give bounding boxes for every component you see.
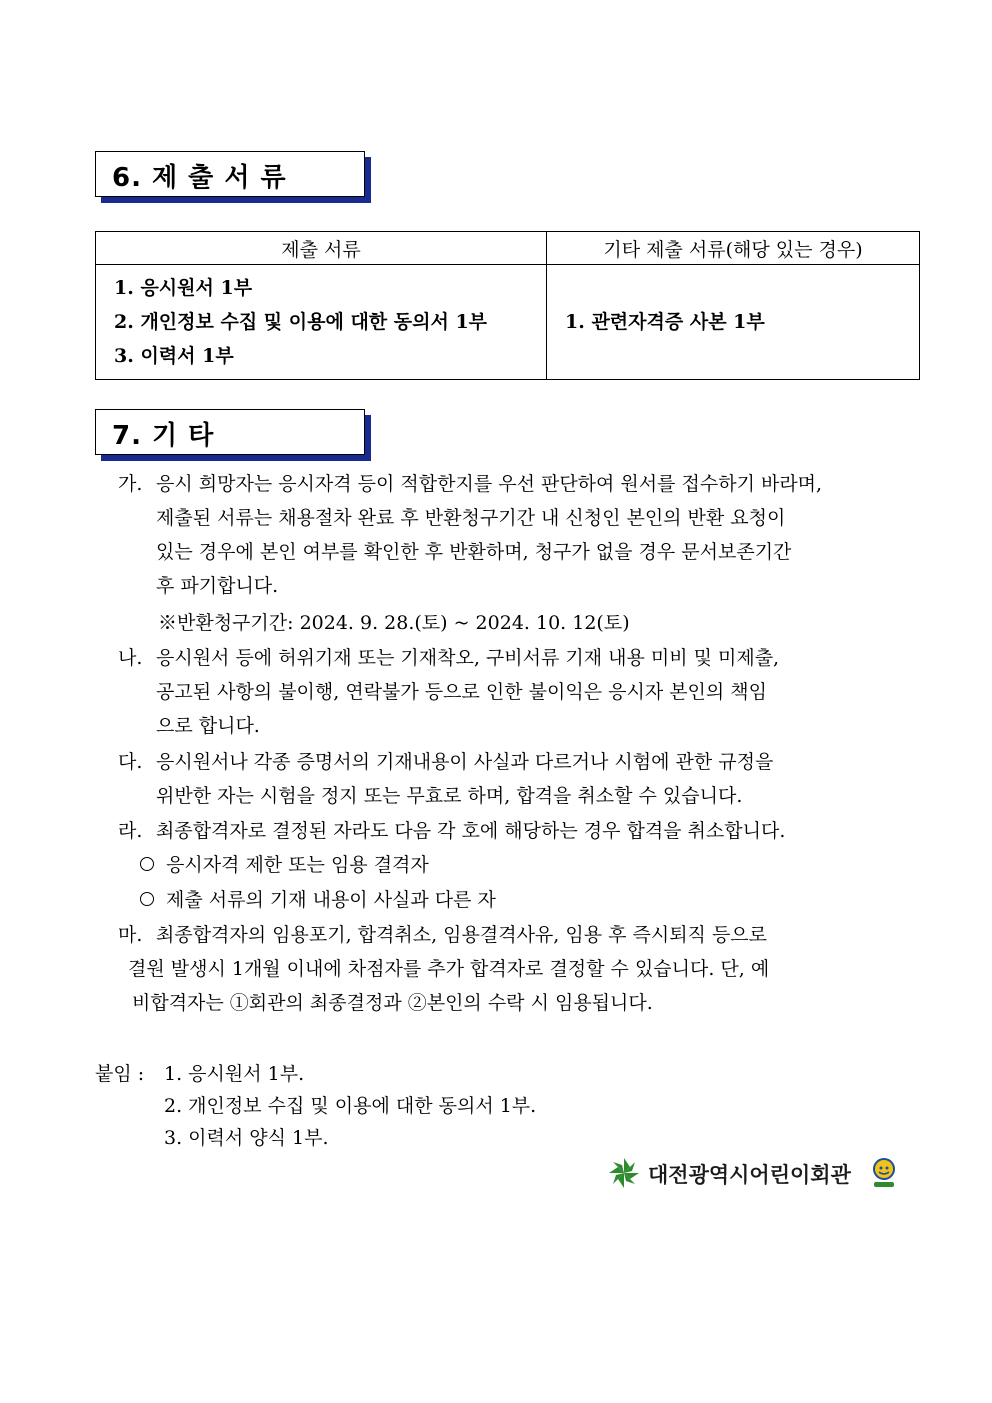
required-docs-cell bbox=[96, 265, 547, 380]
clause-line: 응시원서나 각종 증명서의 기재내용이 사실과 다르거나 시험에 관한 규정을 bbox=[156, 751, 774, 773]
clause-body bbox=[156, 467, 923, 603]
clause-label: 나. bbox=[118, 647, 143, 669]
clause-ga bbox=[118, 467, 923, 603]
bullet-text: 제출 서류의 기재 내용이 사실과 다른 자 bbox=[166, 889, 496, 911]
required-doc-item: 1. 응시원서 1부 bbox=[114, 277, 253, 299]
clause-label: 마. bbox=[118, 924, 143, 946]
clause-ra bbox=[118, 814, 923, 848]
required-doc-item: 3. 이력서 1부 bbox=[114, 345, 234, 367]
circle-bullet-icon bbox=[140, 892, 154, 906]
clause-line: 으로 합니다. bbox=[156, 715, 260, 737]
attachment-item: 2. 개인정보 수집 및 이용에 대한 동의서 1부. bbox=[164, 1095, 537, 1117]
clause-body bbox=[156, 641, 923, 743]
submission-documents-table bbox=[95, 231, 920, 380]
organization-name: 대전광역시어린이회관 bbox=[648, 1163, 851, 1187]
section-6-heading: 6. 제 출 서 류 bbox=[112, 163, 287, 193]
clause-body bbox=[156, 745, 923, 813]
attachments-list bbox=[164, 1058, 536, 1154]
list-item bbox=[140, 848, 429, 882]
clause-line: 응시 희망자는 응시자격 등이 적합한지를 우선 판단하여 원서를 접수하기 바라며, bbox=[156, 473, 823, 495]
section-6-heading-box bbox=[95, 151, 365, 197]
clause-body bbox=[156, 918, 923, 952]
section-7-heading-box bbox=[95, 409, 365, 455]
clause-line: 결원 발생시 1개월 이내에 차점자를 추가 합격자로 결정할 수 있습니다. 단, 예 bbox=[128, 958, 770, 980]
clause-body: 최종합격자로 결정된 자라도 다음 각 호에 해당하는 경우 합격을 취소합니다. bbox=[156, 820, 786, 842]
other-docs-cell bbox=[547, 265, 920, 380]
clause-na bbox=[118, 641, 923, 743]
clause-label: 다. bbox=[118, 751, 143, 773]
clause-ma bbox=[118, 918, 923, 952]
return-period-note: ※반환청구기간: 2024. 9. 28.(토) ~ 2024. 10. 12(토) bbox=[158, 612, 630, 634]
header-required-docs: 제출 서류 bbox=[96, 232, 547, 265]
list-item bbox=[140, 883, 496, 917]
section-7-heading: 7. 기 타 bbox=[112, 421, 215, 451]
table-header-row bbox=[96, 232, 920, 265]
clause-line: 응시원서 등에 허위기재 또는 기재착오, 구비서류 기재 내용 미비 및 미제출, bbox=[156, 647, 780, 669]
table-row bbox=[96, 265, 920, 380]
clause-line: 공고된 사항의 불이행, 연락불가 등으로 인한 불이익은 응시자 본인의 책임 bbox=[156, 681, 768, 703]
attachments-label: 붙임 : bbox=[95, 1063, 145, 1085]
clause-line: 최종합격자의 임용포기, 합격취소, 임용결격사유, 임용 후 즉시퇴직 등으로 bbox=[156, 924, 768, 946]
attachment-item: 3. 이력서 양식 1부. bbox=[164, 1127, 329, 1149]
bullet-text: 응시자격 제한 또는 임용 결격자 bbox=[166, 854, 429, 876]
clause-line: 후 파기합니다. bbox=[156, 575, 279, 597]
clause-line: 위반한 자는 시험을 정지 또는 무효로 하며, 합격을 취소할 수 있습니다. bbox=[156, 785, 743, 807]
clause-line: 제출된 서류는 채용절차 완료 후 반환청구기간 내 신청인 본인의 반환 요청이 bbox=[156, 507, 786, 529]
clause-ma-continuation bbox=[128, 952, 923, 1020]
other-doc-item: 1. 관련자격증 사본 1부 bbox=[565, 311, 765, 333]
clause-label: 라. bbox=[118, 820, 143, 842]
mascot-emblem-icon bbox=[870, 1157, 898, 1189]
clause-line: 있는 경우에 본인 여부를 확인한 후 반환하며, 청구가 없을 경우 문서보존기간 bbox=[156, 541, 792, 563]
pinwheel-logo-icon bbox=[608, 1157, 640, 1189]
header-other-docs: 기타 제출 서류(해당 있는 경우) bbox=[547, 232, 920, 265]
clause-da bbox=[118, 745, 923, 813]
circle-bullet-icon bbox=[140, 857, 154, 871]
clause-label: 가. bbox=[118, 473, 143, 495]
attachment-item: 1. 응시원서 1부. bbox=[164, 1063, 305, 1085]
required-doc-item: 2. 개인정보 수집 및 이용에 대한 동의서 1부 bbox=[114, 311, 488, 333]
clause-line: 비합격자는 ①회관의 최종결정과 ②본인의 수락 시 임용됩니다. bbox=[132, 992, 653, 1014]
